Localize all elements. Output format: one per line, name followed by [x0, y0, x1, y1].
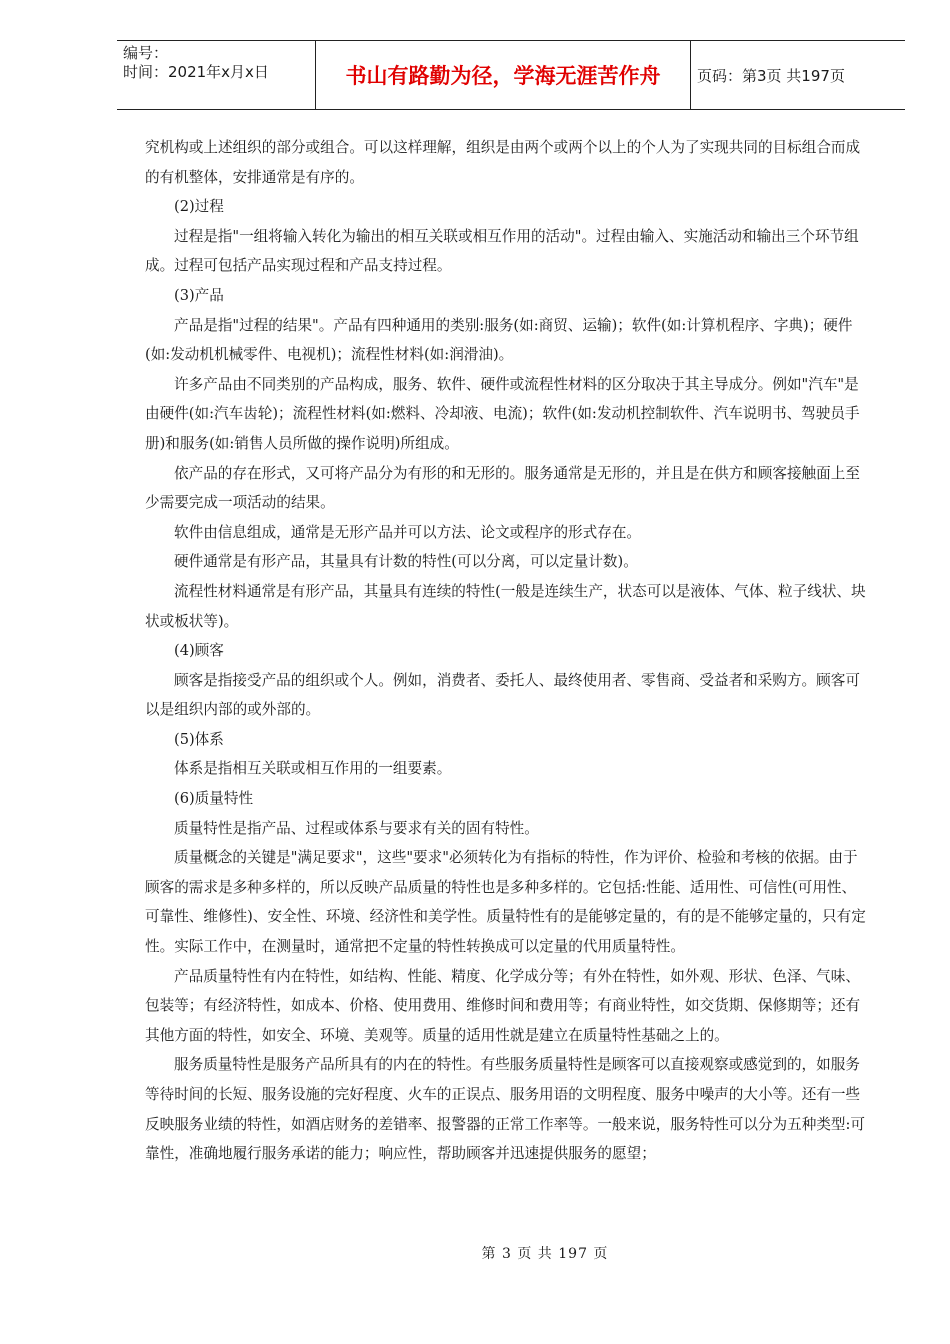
- body-paragraph: 依产品的存在形式，又可将产品分为有形的和无形的。服务通常是无形的，并且是在供方和顾客接触面上至少需要完成一项活动的结果。: [145, 464, 860, 512]
- section-heading: (2)过程: [174, 198, 224, 216]
- section-heading: (5)体系: [174, 730, 224, 748]
- body-paragraph: 产品质量特性有内在特性，如结构、性能、精度、化学成分等；有外在特性，如外观、形状、色泽、气味、包装等；有经济特性，如成本、价格、使用费用、维修时间和费用等；有商业特性，如交货期、保修期等；还有其他方面的特性，如安全、环境、美观等。质量的适用性就是建立在质量特性基础之上的。: [145, 967, 861, 1044]
- body-paragraph: 流程性材料通常是有形产品，其量具有连续的特性(一般是连续生产，状态可以是液体、气体、粒子线状、块状或板状等)。: [145, 582, 866, 630]
- document-time-label: 时间：2021年x月x日: [123, 63, 269, 81]
- document-body: [145, 133, 870, 1169]
- body-paragraph: 质量概念的关键是"满足要求"，这些"要求"必须转化为有指标的特性，作为评价、检验和考核的依据。由于顾客的需求是多种多样的，所以反映产品质量的特性也是多种多样的。它包括:性能、适用性、可信性(可用性、可靠性、维修性)、安全性、环境、经济性和美学性。质量特性有的是能够定量的，有的是不能够定量的，只有定性。实际工作中，在测量时，通常把不定量的特性转换成可以定量的代用质量特性。: [145, 849, 866, 956]
- section-heading: (3)产品: [174, 286, 224, 304]
- section-heading: (4)顾客: [174, 642, 224, 660]
- page-footer: 第 3 页 共 197 页: [481, 1246, 609, 1262]
- body-paragraph: 顾客是指接受产品的组织或个人。例如，消费者、委托人、最终使用者、零售商、受益者和采购方。顾客可以是组织内部的或外部的。: [145, 671, 860, 719]
- body-paragraph: 服务质量特性是服务产品所具有的内在的特性。有些服务质量特性是顾客可以直接观察或感觉到的，如服务等待时间的长短、服务设施的完好程度、火车的正误点、服务用语的文明程度、服务中噪声的大小等。还有一些反映服务业绩的特性，如酒店财务的差错率、报警器的正常工作率等。一般来说，服务特性可以分为五种类型:可靠性，准确地履行服务承诺的能力；响应性，帮助顾客并迅速提供服务的愿望；: [145, 1056, 866, 1163]
- body-paragraph: 硬件通常是有形产品，其量具有计数的特性(可以分离，可以定量计数)。: [174, 553, 638, 571]
- body-paragraph: 过程是指"一组将输入转化为输出的相互关联或相互作用的活动"。过程由输入、实施活动和输出三个环节组成。过程可包括产品实现过程和产品支持过程。: [145, 227, 859, 275]
- page-header: [117, 40, 905, 110]
- body-paragraph: 质量特性是指产品、过程或体系与要求有关的固有特性。: [174, 819, 539, 837]
- body-paragraph: 产品是指"过程的结果"。产品有四种通用的类别:服务(如:商贸、运输)；软件(如:计算机程序、字典)；硬件(如:发动机机械零件、电视机)；流程性材料(如:润滑油)。: [145, 316, 853, 364]
- body-paragraph: 软件由信息组成，通常是无形产品并可以方法、论文或程序的形式存在。: [174, 523, 642, 541]
- document-number-label: 编号：: [123, 44, 169, 62]
- body-paragraph: 许多产品由不同类别的产品构成，服务、软件、硬件或流程性材料的区分取决于其主导成分。例如"汽车"是由硬件(如:汽车齿轮)；流程性材料(如:燃料、冷却液、电流)；软件(如:发动机控制软件、汽车说明书、驾驶员手册)和服务(如:销售人员所做的操作说明)所组成。: [145, 375, 860, 452]
- section-heading: (6)质量特性: [174, 790, 254, 808]
- body-paragraph: 体系是指相互关联或相互作用的一组要素。: [174, 760, 452, 778]
- header-motto: 书山有路勤为径，学海无涯苦作舟: [315, 41, 691, 109]
- header-page-number: 页码：第3页 共197页: [697, 66, 845, 85]
- header-meta: [121, 41, 313, 109]
- body-paragraph: 究机构或上述组织的部分或组合。可以这样理解，组织是由两个或两个以上的个人为了实现共同的目标组合而成的有机整体，安排通常是有序的。: [145, 139, 861, 186]
